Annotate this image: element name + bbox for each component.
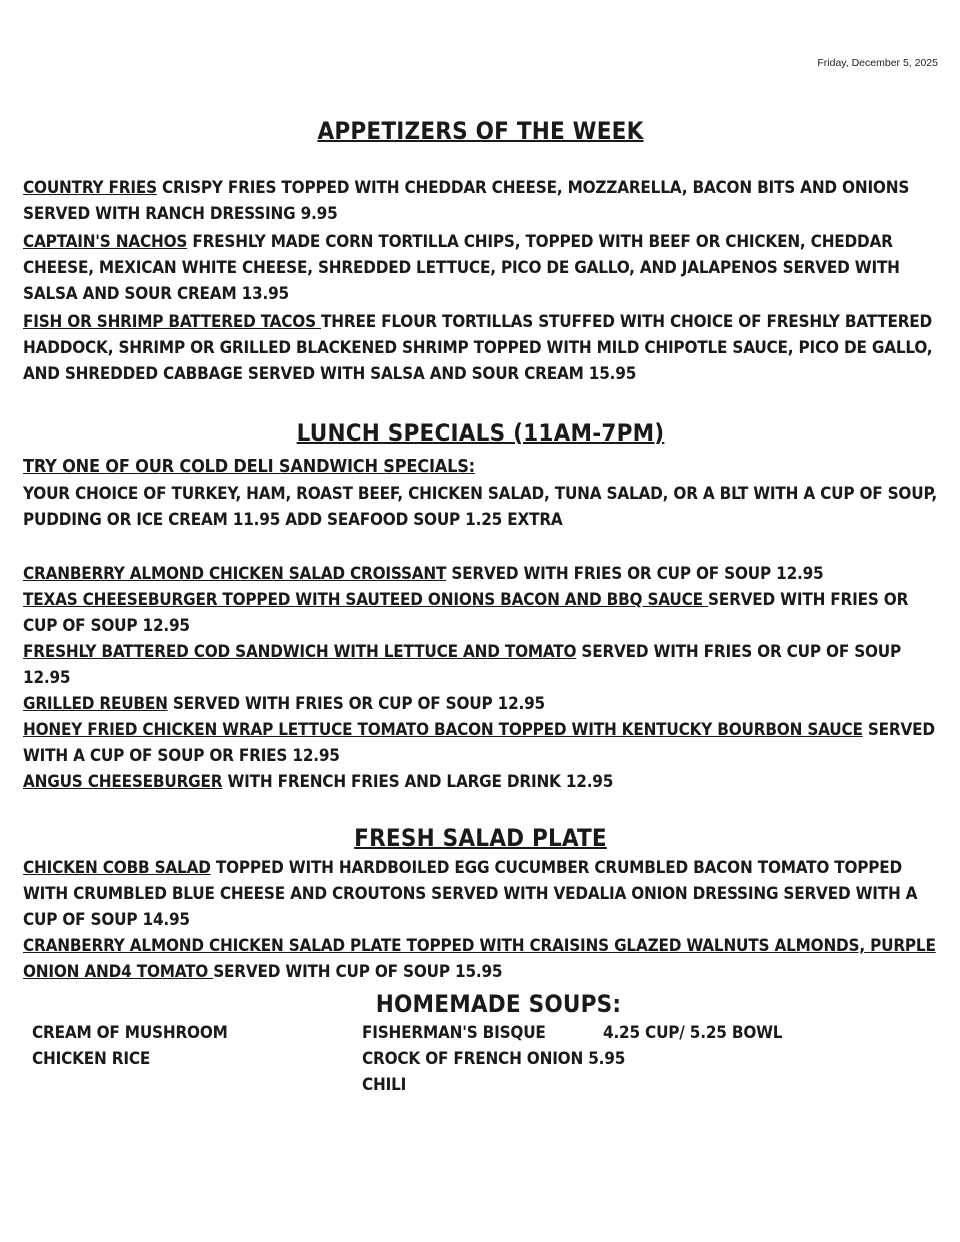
item-description: WITH FRENCH FRIES AND LARGE DRINK 12.95 — [222, 772, 614, 792]
lunch-item-cod-sandwich — [23, 639, 938, 691]
item-description: THREE FLOUR TORTILLAS STUFFED WITH CHOICE OF FRESHLY BATTERED HADDOCK, SHRIMP OR GRILLED BLACKENED SHRIMP TOPPED WITH MILD CHIPOTLE SAUCE, PICO DE GALLO, AND SHREDDED CABBAGE SERVED WITH SALSA AND SOUR CREAM 15.95 — [23, 312, 933, 384]
lunch-item-chicken-wrap — [23, 717, 938, 769]
soup-item-french-onion: CROCK OF FRENCH ONION 5.95 — [362, 1049, 626, 1069]
item-name: TEXAS CHEESEBURGER TOPPED WITH SAUTEED ONIONS BACON AND BBQ SAUCE — [23, 590, 709, 610]
item-description: SERVED WITH FRIES OR CUP OF SOUP 12.95 — [446, 564, 824, 584]
item-name: CHICKEN COBB SALAD — [23, 858, 211, 878]
menu-date: Friday, December 5, 2025 — [817, 57, 938, 69]
soup-price: 4.25 CUP/ 5.25 BOWL — [603, 1023, 783, 1043]
soups-heading — [23, 989, 938, 1019]
salad-list — [23, 855, 938, 985]
appetizer-item-tacos — [23, 309, 938, 387]
lunch-item-texas-cheeseburger — [23, 587, 938, 639]
item-description: SERVED WITH FRIES OR CUP OF SOUP 12.95 — [167, 694, 545, 714]
item-name: FRESHLY BATTERED COD SANDWICH WITH LETTUCE AND TOMATO — [23, 642, 577, 662]
lunch-heading: LUNCH SPECIALS (11AM-7PM) — [296, 419, 665, 447]
item-name: COUNTRY FRIES — [23, 178, 157, 198]
soup-item-chili: CHILI — [362, 1075, 407, 1095]
appetizer-item-captains-nachos — [23, 229, 938, 309]
item-description: SERVED WITH CUP OF SOUP 15.95 — [213, 962, 503, 982]
item-description: TOPPED WITH HARDBOILED EGG CUCUMBER CRUMBLED BACON TOMATO TOPPED WITH CRUMBLED BLUE CHEESE AND CROUTONS SERVED WITH VEDALIA ONION DRESSING SERVED WITH A CUP OF SOUP 14.95 — [23, 858, 918, 930]
salad-item-cobb — [23, 855, 938, 933]
lunch-intro: YOUR CHOICE OF TURKEY, HAM, ROAST BEEF, CHICKEN SALAD, TUNA SALAD, OR A BLT WITH A CUP OF SOUP, PUDDING OR ICE CREAM 11.95 ADD SEAFOOD SOUP 1.25 EXTRA — [23, 484, 937, 530]
item-name: CRANBERRY ALMOND CHICKEN SALAD CROISSANT — [23, 564, 447, 584]
item-name: CAPTAIN'S NACHOS — [23, 232, 188, 252]
salad-item-cranberry-plate — [23, 933, 938, 985]
lunch-item-reuben — [23, 691, 938, 717]
soup-item-chicken-rice: CHICKEN RICE — [32, 1049, 151, 1069]
appetizers-list — [23, 175, 938, 387]
soup-item-mushroom: CREAM OF MUSHROOM — [32, 1023, 228, 1043]
soup-item-bisque: FISHERMAN'S BISQUE — [362, 1023, 546, 1043]
salad-heading: FRESH SALAD PLATE — [354, 824, 607, 852]
item-description: FRESHLY MADE CORN TORTILLA CHIPS, TOPPED WITH BEEF OR CHICKEN, CHEDDAR CHEESE, MEXICAN WHITE CHEESE, SHREDDED LETTUCE, PICO DE GALLO, AND JALAPENOS SERVED WITH SALSA AND SOUR CREAM 13.95 — [23, 232, 900, 304]
item-name: GRILLED REUBEN — [23, 694, 168, 714]
item-name: ANGUS CHEESEBURGER — [23, 772, 223, 792]
lunch-subheading: TRY ONE OF OUR COLD DELI SANDWICH SPECIALS: — [23, 456, 475, 477]
item-name: CRANBERRY ALMOND CHICKEN SALAD PLATE TOPPED WITH CRAISINS GLAZED WALNUTS ALMONDS, PURPLE ONION AND4 TOMATO — [23, 936, 936, 982]
lunch-item-croissant — [23, 561, 938, 587]
item-description: SERVED WITH A CUP OF SOUP OR FRIES 12.95 — [23, 720, 935, 766]
item-description: SERVED WITH FRIES OR CUP OF SOUP 12.95 — [23, 642, 902, 688]
item-description: SERVED WITH FRIES OR CUP OF SOUP 12.95 — [23, 590, 909, 636]
soups-heading-text: HOMEMADE SOUPS: — [375, 990, 622, 1018]
item-name: FISH OR SHRIMP BATTERED TACOS — [23, 312, 322, 332]
appetizers-heading: APPETIZERS OF THE WEEK — [317, 117, 644, 145]
item-name: HONEY FRIED CHICKEN WRAP LETTUCE TOMATO BACON TOPPED WITH KENTUCKY BOURBON SAUCE — [23, 720, 863, 740]
item-description: CRISPY FRIES TOPPED WITH CHEDDAR CHEESE, MOZZARELLA, BACON BITS AND ONIONS SERVED WITH RANCH DRESSING 9.95 — [23, 178, 910, 224]
lunch-item-angus-cheeseburger — [23, 769, 938, 795]
appetizer-item-country-fries — [23, 175, 938, 229]
lunch-list — [23, 561, 938, 795]
